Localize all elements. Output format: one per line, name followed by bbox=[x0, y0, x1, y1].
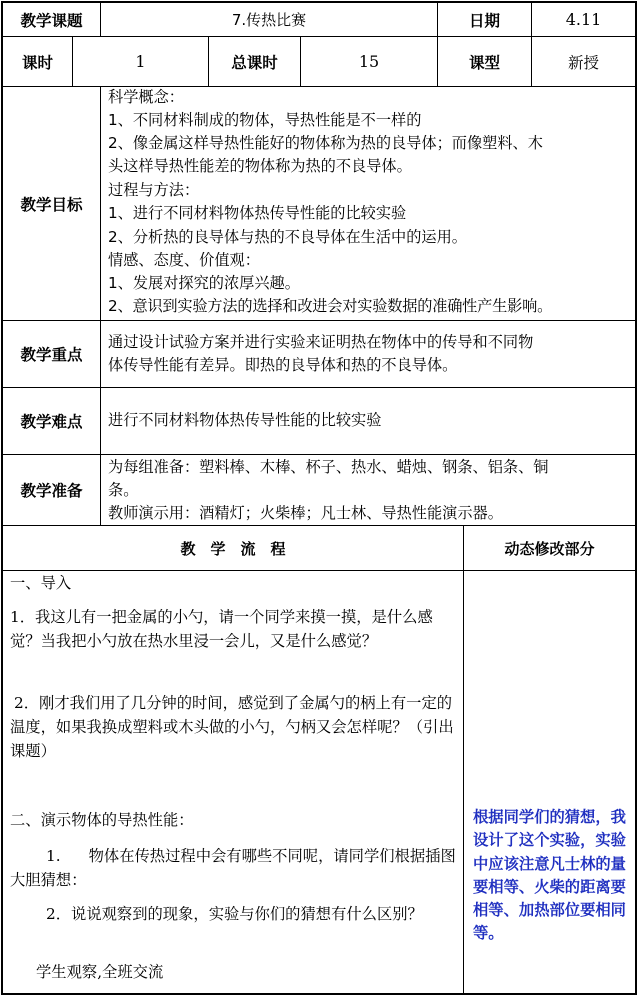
demo-item-1 bbox=[10, 844, 458, 892]
key-points-line: 体传导性能有差异。即热的良导体和热的不良导体。 bbox=[108, 356, 458, 374]
border-right bbox=[635, 1, 637, 995]
period-label: 课时 bbox=[21, 53, 53, 72]
key-points-line: 通过设计试验方案并进行实验来证明热在物体中的传导和不同物 bbox=[108, 333, 534, 351]
objective-line: 情感、态度、价值观： bbox=[108, 251, 260, 269]
demo-item-2: 2．说说观察到的现象，实验与你们的猜想有什么区别？ bbox=[46, 905, 423, 923]
objective-line: 科学概念： bbox=[108, 88, 184, 106]
objectives-label: 教学目标 bbox=[20, 195, 83, 214]
section-intro-title: 一、导入 bbox=[10, 574, 72, 592]
revision-header: 动态修改部分 bbox=[504, 539, 595, 558]
difficulties-label: 教学难点 bbox=[20, 413, 83, 431]
student-activity: 学生观察,全班交流 bbox=[36, 963, 164, 981]
objective-line: 2、分析热的良导体与热的不良导体在生活中的运用。 bbox=[108, 228, 467, 246]
total-periods-value: 15 bbox=[358, 52, 380, 71]
revision-note: 根据同学们的猜想，我设计了这个实验，实验中应该注意凡士林的量要相等、火柴的距离要相等、加热部位要相同等。 bbox=[473, 808, 626, 943]
preparation-label: 教学准备 bbox=[20, 482, 83, 500]
objective-line: 1、进行不同材料物体热传导性能的比较实验 bbox=[108, 204, 407, 222]
process-header: 教 学 流 程 bbox=[180, 539, 286, 558]
key-points-label: 教学重点 bbox=[20, 346, 83, 364]
demo-item-1-text: 物体在传热过程中会有哪些不同呢，请同学们根据插图大胆猜想： bbox=[10, 847, 456, 889]
date-value: 4.11 bbox=[565, 10, 602, 29]
intro-question-1: 1．我这儿有一把金属的小勺，请一个同学来摸一摸，是什么感觉？当我把小勺放在热水里浸一会儿，又是什么感觉？ bbox=[10, 608, 433, 650]
preparation-line: 教师演示用：酒精灯；火柴棒；凡士林、导热性能演示器。 bbox=[108, 504, 503, 522]
preparation-line: 条。 bbox=[108, 481, 139, 499]
preparation-line: 为每组准备：塑料棒、木棒、杯子、热水、蜡烛、钢条、铝条、铜 bbox=[108, 458, 549, 476]
intro-question-2: 2．刚才我们用了几分钟的时间，感觉到了金属勺的柄上有一定的温度，如果我换成塑料或木头做的小勺，勺柄又会怎样呢？（引出课题） bbox=[10, 694, 454, 760]
objective-line: 2、意识到实验方法的选择和改进会对实验数据的准确性产生影响。 bbox=[108, 297, 553, 315]
date-label: 日期 bbox=[468, 11, 500, 30]
objective-line: 2、像金属这样导热性能好的物体称为热的良导体；而像塑料、木 bbox=[108, 134, 543, 152]
lesson-title-value: 7.传热比赛 bbox=[231, 11, 307, 29]
objective-line: 1、不同材料制成的物体，导热性能是不一样的 bbox=[108, 111, 422, 129]
lesson-type-label: 课型 bbox=[468, 53, 500, 72]
objective-line: 过程与方法： bbox=[108, 181, 200, 199]
difficulties-text: 进行不同材料物体热传导性能的比较实验 bbox=[108, 411, 382, 429]
section-demo-title: 二、演示物体的导热性能： bbox=[10, 811, 194, 829]
period-value: 1 bbox=[135, 52, 146, 71]
objective-line: 头这样导热性能差的物体称为热的不良导体。 bbox=[108, 157, 412, 175]
demo-item-1-number: 1. bbox=[46, 847, 61, 865]
col-line bbox=[463, 525, 464, 995]
border-bottom bbox=[1, 993, 637, 995]
total-periods-label: 总课时 bbox=[231, 53, 278, 72]
lesson-title-label: 教学课题 bbox=[20, 11, 83, 30]
lesson-type-value: 新授 bbox=[567, 53, 599, 72]
objective-line: 1、发展对探究的浓厚兴趣。 bbox=[108, 274, 300, 292]
col-line bbox=[100, 86, 101, 526]
